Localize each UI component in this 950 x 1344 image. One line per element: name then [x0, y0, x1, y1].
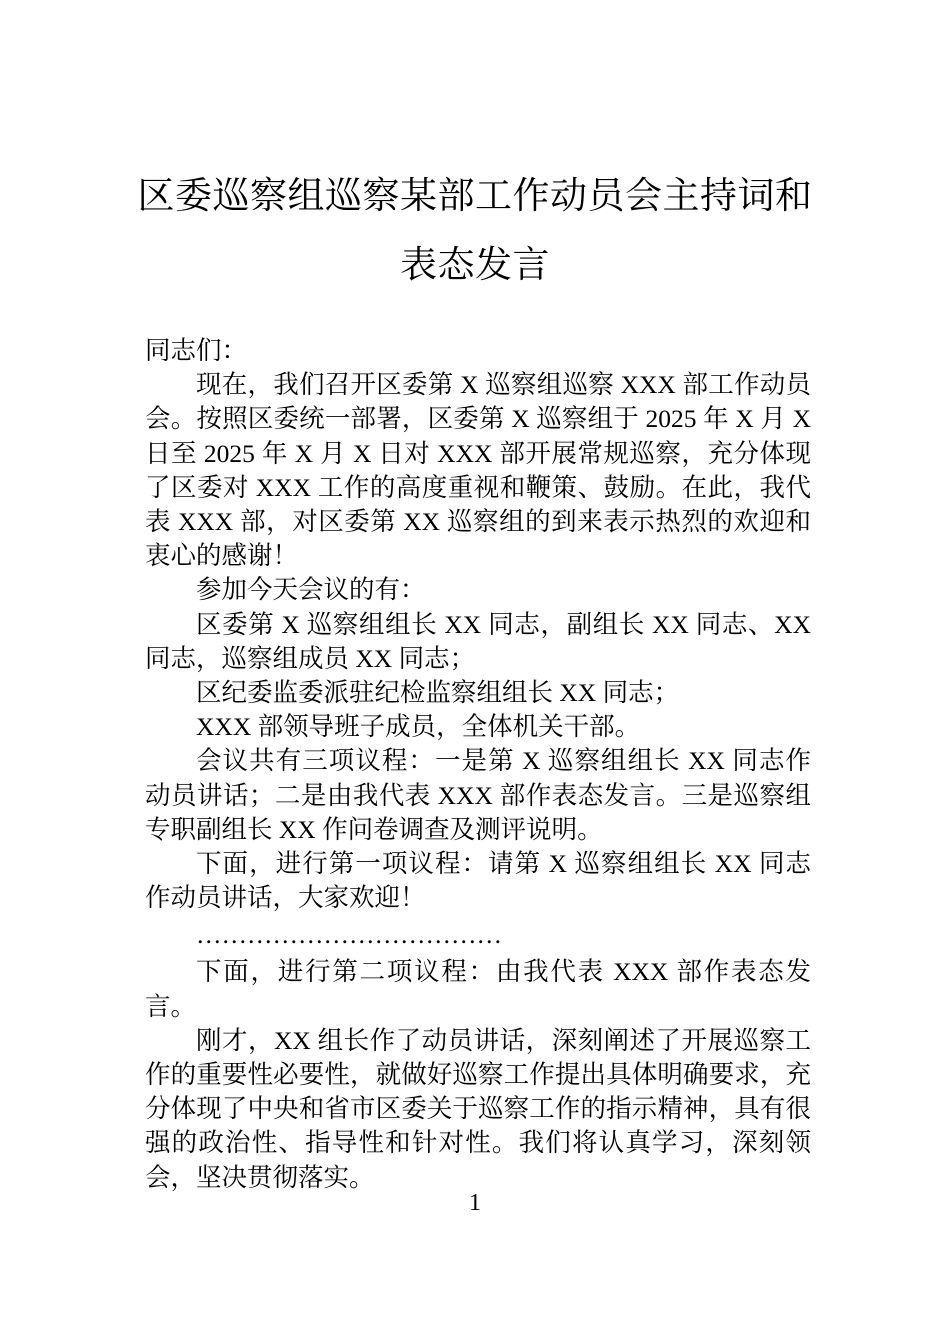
ellipsis-separator: ……………………………… — [196, 920, 502, 950]
document-title-line-1: 区委巡察组巡察某部工作动员会主持词和 — [137, 174, 813, 217]
salutation: 同志们： — [145, 336, 248, 365]
paragraph-attendees-inspection-group: 区委第 X 巡察组组长 XX 同志，副组长 XX 同志、XX 同志，巡察组成员 XX 同志； — [145, 609, 811, 673]
page-number: 1 — [469, 1190, 481, 1216]
paragraph-agenda: 会议共有三项议程：一是第 X 巡察组组长 XX 同志作动员讲话；二是由我代表 XXX 部作表态发言。三是巡察组专职副组长 XX 作问卷调查及测评说明。 — [145, 746, 811, 844]
paragraph-attendees-discipline-group: 区纪委监委派驻纪检监察组组长 XX 同志； — [196, 678, 680, 708]
paragraph-attendees-department: XXX 部领导班子成员，全体机关干部。 — [196, 712, 641, 742]
paragraph-first-item: 下面，进行第一项议程：请第 X 巡察组组长 XX 同志作动员讲话，大家欢迎！ — [145, 849, 811, 913]
document-title-line-2: 表态发言 — [400, 243, 550, 286]
document-body — [145, 334, 811, 1195]
paragraph-attendees-intro: 参加今天会议的有： — [196, 575, 426, 605]
paragraph-opening: 现在，我们召开区委第 X 巡察组巡察 XXX 部工作动员会。按照区委统一部署，区委第 X 巡察组于 2025 年 X 月 X 日至 2025 年 X 月 X 日对 XXX 部开展常规巡察，充分体现了区委对 XXX 工作的高度重视和鞭策、鼓励。在此，我代表 XXX 部，对区委第 XX 巡察组的到来表示热烈的欢迎和衷心的感谢！ — [145, 370, 811, 571]
paragraph-statement: 刚才，XX 组长作了动员讲话，深刻阐述了开展巡察工作的重要性必要性，就做好巡察工作提出具体明确要求，充分体现了中央和省市区委关于巡察工作的指示精神，具有很强的政治性、指导性和针对性。我们将认真学习，深刻领会，坚决贯彻落实。 — [145, 1025, 811, 1192]
paragraph-second-item: 下面，进行第二项议程：由我代表 XXX 部作表态发言。 — [145, 957, 811, 1021]
